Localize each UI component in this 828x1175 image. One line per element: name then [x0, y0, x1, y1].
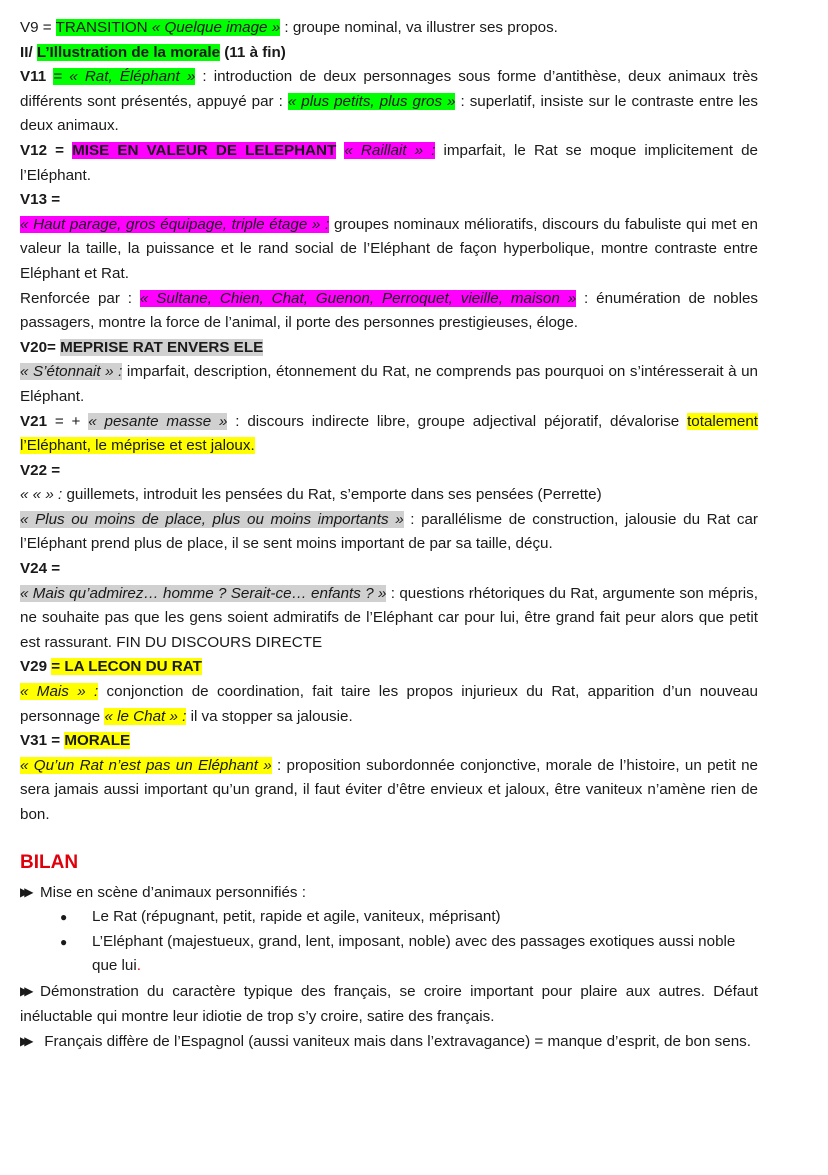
- v22-line: « « » : guillemets, introduit les pensées du Rat, s’emporte dans ses pensées (Perrette): [20, 486, 602, 504]
- verse-number: V11: [20, 68, 54, 86]
- v20-paragraph: « S’étonnait » : imparfait, description, étonnement du Rat, ne comprends pas pourquoi on s’intéresserait à un Eléphant.: [20, 363, 758, 405]
- bullet-item: ● L’Eléphant (majestueux, grand, lent, imposant, noble) avec des passages exotiques aussi noble que lui.: [20, 930, 758, 979]
- highlight-gray: « Plus ou moins de place, plus ou moins importants »: [20, 510, 404, 528]
- v21-paragraph: V21 = + « pesante masse » : discours indirecte libre, groupe adjectival péjoratif, dévalorise totalement l’Eléphant, le méprise et est jaloux.: [20, 412, 758, 455]
- highlight-green: = « Rat, Éléphant »: [53, 68, 196, 86]
- section-heading: II/ L’Illustration de la morale (11 à fin): [20, 43, 286, 61]
- highlight-yellow: totalement l’Eléphant, le méprise et est jaloux.: [20, 412, 758, 455]
- v29-paragraph: « Mais » : conjonction de coordination, fait taire les propos injurieux du Rat, apparition d’un nouveau personnage « le Chat » : il va stopper sa jalousie.: [20, 683, 759, 725]
- verse-number: V20=: [20, 338, 61, 356]
- v24-paragraph: « Mais qu’admirez… homme ? Serait-ce… enfants ? » : questions rhétoriques du Rat, argumente son mépris, ne souhaite pas que les gens soient admiratifs de l’Eléphant car pour lui, être grand fait peur alors que petit est rassurant. FIN DU DISCOURS DIRECTE: [20, 584, 758, 651]
- highlight-yellow: MORALE: [64, 732, 131, 750]
- highlight-gray: « Mais qu’admirez… homme ? Serait-ce… enfants ? »: [20, 584, 387, 602]
- verse-number: V12 =: [20, 141, 73, 159]
- bilan-point-3: ▶▶ Français diffère de l’Espagnol (aussi vaniteux mais dans l’extravagance) = manque d’esprit, de bon sens.: [20, 1029, 758, 1055]
- highlight-magenta: « Raillait » :: [344, 141, 436, 159]
- v20-heading: [20, 336, 758, 361]
- highlight-magenta: « Sultane, Chien, Chat, Guenon, Perroquet, vieille, maison »: [139, 289, 577, 307]
- highlight-green: TRANSITION « Quelque image »: [55, 19, 281, 36]
- verse-number: V9 =: [20, 19, 56, 36]
- bullet-icon: ●: [60, 910, 68, 925]
- bullet-item: ● Le Rat (répugnant, petit, rapide et agile, vaniteux, méprisant): [20, 905, 758, 930]
- section-title: L’Illustration de la morale: [36, 43, 221, 61]
- v22-paragraph: « Plus ou moins de place, plus ou moins importants » : parallélisme de construction, jalousie du Rat car l’Eléphant prend plus de place, il se sent moins important de par sa taille, déçu.: [20, 510, 758, 553]
- highlight-magenta: « Haut parage, gros équipage, triple étage » :: [20, 215, 330, 233]
- v13-paragraph-2: Renforcée par : « Sultane, Chien, Chat, Guenon, Perroquet, vieille, maison » : énumération de nobles passagers, montre la force de l’animal, il porte des personnes prestigieuses, éloge.: [20, 289, 758, 332]
- highlight-yellow: « le Chat » :: [104, 707, 187, 725]
- highlight-yellow: = LA LECON DU RAT: [51, 658, 202, 676]
- highlight-magenta: MISE EN VALEUR DE LELEPHANT: [72, 141, 337, 159]
- highlight-green: « plus petits, plus gros »: [287, 92, 456, 110]
- v29-heading: [20, 655, 758, 680]
- v12-paragraph: V12 = MISE EN VALEUR DE LELEPHANT « Raillait » : imparfait, le Rat se moque implicitement de l’Eléphant.: [20, 141, 758, 184]
- highlight-gray: « S’étonnait » :: [20, 363, 123, 381]
- bullet-icon: ●: [60, 934, 68, 949]
- double-arrow-icon: ▶▶: [20, 983, 29, 998]
- highlight-yellow: « Mais » :: [20, 683, 99, 701]
- v31-heading: [20, 729, 758, 754]
- verse-number: V24 =: [20, 560, 61, 578]
- v11-paragraph: V11 = « Rat, Éléphant » : introduction de deux personnages sous forme d’antithèse, deux animaux très différents sont présentés, appuyé par : « plus petits, plus gros » : superlatif, insiste sur le contraste entre les deux animaux.: [20, 68, 759, 135]
- verse-number: V29: [20, 658, 52, 676]
- double-arrow-icon: ▶▶: [20, 884, 29, 899]
- highlight-yellow: « Qu’un Rat n’est pas un Eléphant »: [20, 756, 272, 774]
- highlight-gray: MEPRISE RAT ENVERS ELE: [60, 338, 264, 356]
- v13-paragraph: « Haut parage, gros équipage, triple étage » : groupes nominaux mélioratifs, discours du fabuliste qui met en valeur la taille, la puissance et le rand social de l’Eléphant de façon hyperbolique, montre contraste entre Eléphant et Rat.: [20, 215, 758, 282]
- v9-line: V9 = TRANSITION « Quelque image » : groupe nominal, va illustrer ses propos.: [20, 19, 558, 36]
- bilan-point-2: ▶▶ Démonstration du caractère typique des français, se croire important pour plaire aux autres. Défaut inéluctable qui montre leur idiotie de trop s’y croire, satire des français.: [20, 979, 758, 1029]
- double-arrow-icon: ▶▶: [20, 1034, 29, 1049]
- verse-number: V31 =: [20, 732, 65, 750]
- v31-paragraph: « Qu’un Rat n’est pas un Eléphant » : proposition subordonnée conjonctive, morale de l’histoire, un petit ne sera jamais aussi important qu’un grand, il faut éviter d’être envieux et jaloux, être vaniteux n’amène rien de bon.: [20, 756, 758, 823]
- highlight-gray: « pesante masse »: [88, 412, 228, 430]
- verse-number: V13 =: [20, 191, 61, 209]
- verse-number: V21: [20, 412, 48, 430]
- verse-number: V22 =: [20, 461, 61, 479]
- bilan-heading: BILAN: [20, 851, 79, 873]
- bilan-point-1: ▶▶ Mise en scène d’animaux personnifiés :: [20, 880, 758, 906]
